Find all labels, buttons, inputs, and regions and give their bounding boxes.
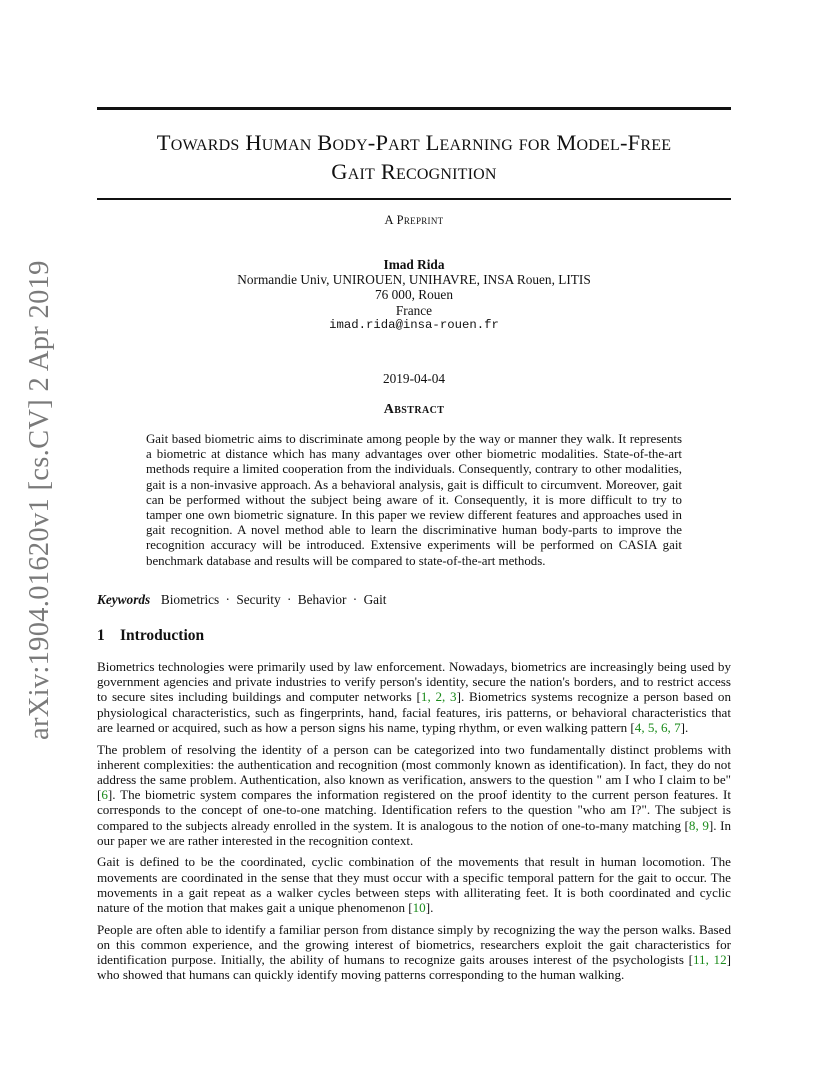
section-number: 1 xyxy=(97,627,105,644)
paragraph-text: ]. The biometric system compares the information registered on the proof identity to the current person features. It corresponds to the concept of one-to-one matching. Identification refers to the question "who am I?". The subject is compared to the subjects already enrolled in the system. It is analogous to the notion of one-to-many matching [ xyxy=(97,787,731,833)
title-line-1: Towards Human Body-Part Learning for Model-Free xyxy=(156,130,672,155)
keywords-label: Keywords xyxy=(97,592,151,607)
arxiv-stamp: arXiv:1904.01620v1 [cs.CV] 2 Apr 2019 xyxy=(24,260,55,740)
paragraph-3 xyxy=(97,854,731,915)
preprint-label: A Preprint xyxy=(384,213,444,227)
author-name: Imad Rida xyxy=(383,257,445,272)
citation-link[interactable]: 10 xyxy=(412,900,426,916)
paragraph-text: Gait is defined to be the coordinated, cyclic combination of the movements that result in human locomotion. The movements are coordinated in the sense that they must occur with a specific temporal pattern for the gait to occur. The movements in a gait repeat as a walker cycles between steps with alliterating feet. It is both coordinated and cyclic nature of the motion that makes gait a unique phenomenon [ xyxy=(97,854,731,916)
paragraph-text: ]. xyxy=(425,900,434,916)
author-affiliation: Normandie Univ, UNIROUEN, UNIHAVRE, INSA Rouen, LITIS xyxy=(237,272,591,288)
title-rule-bottom xyxy=(97,198,731,200)
citation-link[interactable]: 4, 5, 6, 7 xyxy=(634,719,681,735)
introduction-body xyxy=(97,659,731,989)
author-block xyxy=(97,257,731,333)
keyword-separator: · xyxy=(225,592,230,607)
citation-link[interactable]: 1, 2, 3 xyxy=(420,689,457,705)
paragraph-4 xyxy=(97,922,731,983)
keyword-item: Behavior xyxy=(297,592,347,607)
paragraph-text: The problem of resolving the identity of a person can be categorized into two fundamentally distinct problems with inherent complexities: the authentication and recognition (most commonly known as identification). In fact, they do not address the same problem. Authentication, also known as verification, answers to the question " am I who I claim to be"[ xyxy=(97,741,731,803)
paragraph-text: People are often able to identify a familiar person from distance simply by recognizing the way the person walks. Based on this common experience, and the growing interest of biometrics, researchers exploit the gait characteristics for identification purpose. Initially, the ability of humans to recognize gaits arouses interest of the psychologists [ xyxy=(97,921,731,968)
paragraph-2 xyxy=(97,742,731,848)
citation-link[interactable]: 11, 12 xyxy=(692,952,727,968)
paragraph-text: ] who showed that humans can quickly identify moving patterns corresponding to the human walking. xyxy=(97,952,732,983)
title-rule-top xyxy=(97,107,731,110)
author-email[interactable]: imad.rida@insa-rouen.fr xyxy=(329,317,499,332)
citation-link[interactable]: 8, 9 xyxy=(688,817,709,833)
citation-link[interactable]: 6 xyxy=(101,787,108,803)
section-title: Introduction xyxy=(120,627,205,644)
keyword-separator: · xyxy=(286,592,292,607)
paragraph-text: ]. Biometrics systems recognize a person based on physiological characteristics, such as fingerprints, hand, facial features, iris patterns, or behavioral characteristics that are learned or acquired, such as how a person signs his name, typing rhythm, or even walking pattern [ xyxy=(97,689,731,735)
author-country: France xyxy=(395,302,433,318)
paragraph-text: Biometrics technologies were primarily used by law enforcement. Nowadays, biometrics are increasingly being used by government agencies and private industries to verify person's identity, secure the nation's borders, and to restrict access to secure sites including buildings and computer networks [ xyxy=(97,659,731,705)
abstract-text: Gait based biometric aims to discriminate among people by the way or manner they walk. It represents a biometric at distance which has many advantages over other biometric modalities. State-of-the-art methods require a limited cooperation from the individuals. Consequently, contrary to other modalities, gait is a non-invasive approach. As a behavioral analysis, gait is difficult to circumvent. Moreover, gait can be performed without the subject being aware of it. Consequently, it is more difficult to try to tamper one own biometric signature. In this paper we review different features and approaches used in gait recognition. A novel method able to learn the discriminative human body-parts to improve the recognition accuracy will be introduced. Extensive experiments will be performed on CASIA gait benchmark database and results will be compared to state-of-the-art methods. xyxy=(146,432,682,568)
keyword-separator: · xyxy=(352,592,358,607)
section-heading-introduction xyxy=(97,627,204,645)
keyword-item: Gait xyxy=(363,592,387,607)
paper-date: 2019-04-04 xyxy=(382,371,446,386)
keyword-item: Security xyxy=(236,592,281,607)
keyword-item: Biometrics xyxy=(160,592,220,607)
author-address: 76 000, Rouen xyxy=(375,287,453,303)
paragraph-1 xyxy=(97,659,731,735)
paragraph-text: ]. xyxy=(680,719,689,735)
abstract-heading: Abstract xyxy=(383,402,445,417)
paper-title xyxy=(97,128,731,186)
keywords-line xyxy=(97,592,386,608)
title-line-2: Gait Recognition xyxy=(331,159,497,184)
paragraph-text: ]. In our paper we are rather interested in the recognition context. xyxy=(97,817,731,848)
